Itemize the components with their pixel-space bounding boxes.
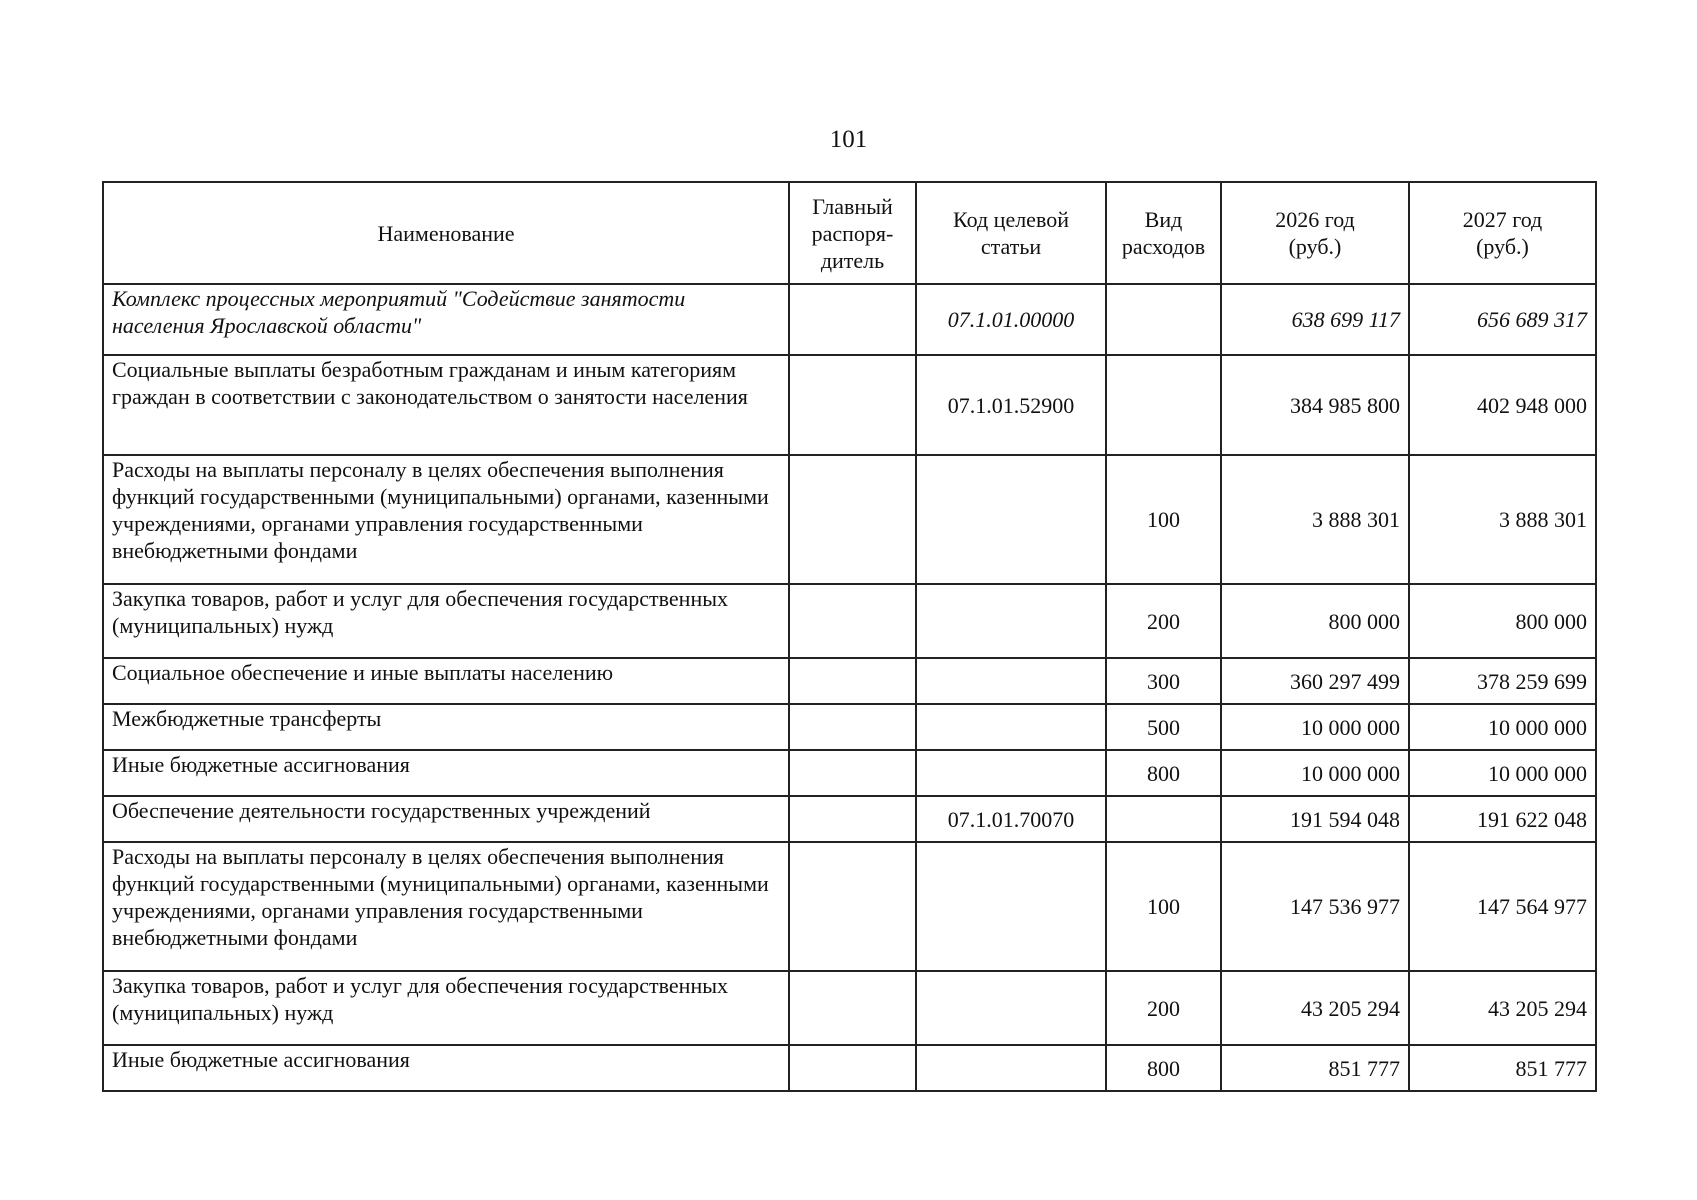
row-amount-2026: 147 536 977 bbox=[1221, 842, 1409, 971]
row-manager bbox=[789, 704, 916, 750]
header-year-2026: 2026 год (руб.) bbox=[1221, 182, 1409, 284]
row-amount-2027: 3 888 301 bbox=[1409, 455, 1596, 584]
row-manager bbox=[789, 355, 916, 455]
row-name: Межбюджетные трансферты bbox=[103, 704, 789, 750]
table-row bbox=[103, 455, 1596, 584]
table-row bbox=[103, 584, 1596, 658]
row-name: Социальное обеспечение и иные выплаты населению bbox=[103, 658, 789, 704]
budget-table bbox=[102, 181, 1597, 1092]
row-manager bbox=[789, 796, 916, 842]
header-main-manager: Главный распоря- дитель bbox=[789, 182, 916, 284]
row-target-code bbox=[916, 971, 1106, 1045]
header-year-2027: 2027 год (руб.) bbox=[1409, 182, 1596, 284]
page-number: 101 bbox=[829, 126, 868, 153]
row-expense-type: 200 bbox=[1106, 584, 1221, 658]
row-expense-type: 800 bbox=[1106, 750, 1221, 796]
row-name: Расходы на выплаты персоналу в целях обеспечения выполнения функций государственными (муниципальными) органами, казенными учреждениями, органами управления государственными внебюджетными фондами bbox=[103, 842, 789, 971]
table-row bbox=[103, 704, 1596, 750]
table-row bbox=[103, 658, 1596, 704]
row-manager bbox=[789, 658, 916, 704]
header-name: Наименование bbox=[103, 182, 789, 284]
row-amount-2027: 147 564 977 bbox=[1409, 842, 1596, 971]
row-amount-2027: 851 777 bbox=[1409, 1045, 1596, 1091]
row-expense-type: 200 bbox=[1106, 971, 1221, 1045]
row-amount-2027: 656 689 317 bbox=[1409, 284, 1596, 355]
row-expense-type: 500 bbox=[1106, 704, 1221, 750]
row-amount-2027: 191 622 048 bbox=[1409, 796, 1596, 842]
row-amount-2027: 43 205 294 bbox=[1409, 971, 1596, 1045]
row-expense-type: 100 bbox=[1106, 842, 1221, 971]
row-amount-2027: 10 000 000 bbox=[1409, 704, 1596, 750]
row-amount-2026: 851 777 bbox=[1221, 1045, 1409, 1091]
row-expense-type: 100 bbox=[1106, 455, 1221, 584]
row-manager bbox=[789, 842, 916, 971]
row-amount-2027: 10 000 000 bbox=[1409, 750, 1596, 796]
row-manager bbox=[789, 971, 916, 1045]
row-manager bbox=[789, 1045, 916, 1091]
row-amount-2026: 43 205 294 bbox=[1221, 971, 1409, 1045]
row-amount-2026: 360 297 499 bbox=[1221, 658, 1409, 704]
table-row bbox=[103, 1045, 1596, 1091]
row-amount-2026: 638 699 117 bbox=[1221, 284, 1409, 355]
table-row bbox=[103, 750, 1596, 796]
row-target-code: 07.1.01.00000 bbox=[916, 284, 1106, 355]
row-name: Обеспечение деятельности государственных учреждений bbox=[103, 796, 789, 842]
table-row bbox=[103, 355, 1596, 455]
row-target-code: 07.1.01.70070 bbox=[916, 796, 1106, 842]
row-expense-type bbox=[1106, 284, 1221, 355]
row-target-code bbox=[916, 842, 1106, 971]
row-amount-2027: 800 000 bbox=[1409, 584, 1596, 658]
table-row bbox=[103, 971, 1596, 1045]
row-manager bbox=[789, 284, 916, 355]
row-amount-2026: 3 888 301 bbox=[1221, 455, 1409, 584]
row-manager bbox=[789, 750, 916, 796]
row-target-code bbox=[916, 584, 1106, 658]
row-name: Расходы на выплаты персоналу в целях обеспечения выполнения функций государственными (муниципальными) органами, казенными учреждениями, органами управления государственными внебюджетными фондами bbox=[103, 455, 789, 584]
row-expense-type bbox=[1106, 355, 1221, 455]
row-amount-2026: 10 000 000 bbox=[1221, 750, 1409, 796]
table-row bbox=[103, 842, 1596, 971]
row-manager bbox=[789, 584, 916, 658]
header-target-code: Код целевой статьи bbox=[916, 182, 1106, 284]
row-target-code bbox=[916, 1045, 1106, 1091]
row-target-code bbox=[916, 658, 1106, 704]
row-name: Закупка товаров, работ и услуг для обеспечения государственных (муниципальных) нужд bbox=[103, 584, 789, 658]
row-expense-type: 800 bbox=[1106, 1045, 1221, 1091]
row-target-code bbox=[916, 750, 1106, 796]
row-target-code bbox=[916, 704, 1106, 750]
table-row bbox=[103, 284, 1596, 355]
table-row bbox=[103, 796, 1596, 842]
row-name: Иные бюджетные ассигнования bbox=[103, 750, 789, 796]
row-amount-2026: 10 000 000 bbox=[1221, 704, 1409, 750]
row-amount-2026: 800 000 bbox=[1221, 584, 1409, 658]
row-amount-2027: 402 948 000 bbox=[1409, 355, 1596, 455]
row-expense-type bbox=[1106, 796, 1221, 842]
row-target-code bbox=[916, 455, 1106, 584]
row-name: Закупка товаров, работ и услуг для обеспечения государственных (муниципальных) нужд bbox=[103, 971, 789, 1045]
row-name: Комплекс процессных мероприятий "Содействие занятости населения Ярославской области" bbox=[103, 284, 789, 355]
table-header-row bbox=[103, 182, 1596, 284]
row-name: Социальные выплаты безработным гражданам и иным категориям граждан в соответствии с законодательством о занятости населения bbox=[103, 355, 789, 455]
row-manager bbox=[789, 455, 916, 584]
row-amount-2026: 191 594 048 bbox=[1221, 796, 1409, 842]
row-expense-type: 300 bbox=[1106, 658, 1221, 704]
row-name: Иные бюджетные ассигнования bbox=[103, 1045, 789, 1091]
row-amount-2027: 378 259 699 bbox=[1409, 658, 1596, 704]
header-expense-type: Вид расходов bbox=[1106, 182, 1221, 284]
row-target-code: 07.1.01.52900 bbox=[916, 355, 1106, 455]
row-amount-2026: 384 985 800 bbox=[1221, 355, 1409, 455]
